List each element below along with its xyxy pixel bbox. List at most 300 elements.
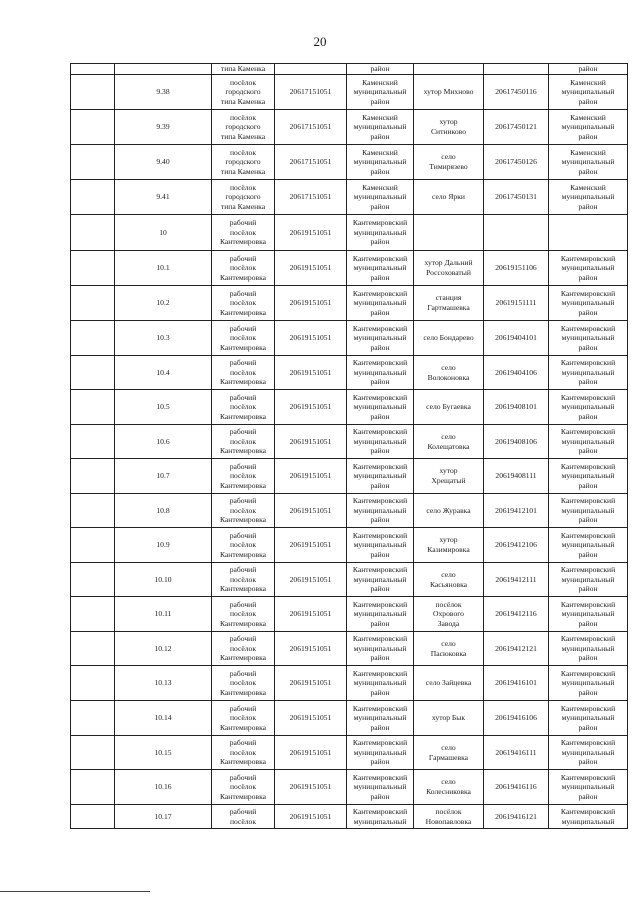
cell-place [414,390,484,425]
cell-line: муниципальный [561,609,615,619]
cell-line: район [578,653,598,663]
cell-line: посёлок [229,367,257,377]
cell-index [71,494,115,528]
cell-place-oktmo [484,145,549,180]
cell-number [115,528,212,563]
cell-line: городского [225,192,261,202]
cell-text: 10.13 [154,678,172,688]
cell-oktmo [275,356,347,390]
cell-line: хутор [439,466,458,476]
cell-line: Кантемировский [352,392,408,402]
cell-place-oktmo [484,597,549,632]
cell-municipality [347,145,414,180]
cell-place-oktmo [484,701,549,736]
cell-index [71,701,115,736]
cell-line: Кантемировка [219,307,267,317]
cell-line: район [370,618,390,628]
cell-line: район [370,515,390,525]
cell-place [414,597,484,632]
cell-line: Кантемировский [352,253,408,263]
cell-oktmo [275,770,347,805]
cell-line: Ситниково [430,127,466,136]
cell-line: район [578,618,598,628]
cell-line: село Зайцевка [425,678,472,688]
cell-line: Кантемировка [219,480,267,490]
cell-settlement [212,64,275,75]
cell-index [71,528,115,563]
cell-line: район [578,64,598,74]
cell-oktmo [275,75,347,110]
cell-municipality [347,356,414,390]
cell-number [115,770,212,805]
cell-line: район [370,96,390,106]
cell-oktmo [275,736,347,770]
cell-municipality [347,390,414,425]
cell-line: район [370,237,390,247]
cell-settlement [212,75,275,110]
table-row [71,528,628,563]
cell-text: 10.10 [154,574,172,584]
cell-place-oktmo [484,390,549,425]
cell-text: 10.15 [154,747,172,757]
cell-line: рабочий [229,392,257,402]
cell-text: 10.16 [154,782,172,792]
cell-district [549,286,628,321]
cell-line: городского [225,157,261,167]
cell-text: 9.39 [156,122,170,132]
cell-line: рабочий [229,323,257,333]
table-row [71,75,628,110]
cell-line: Кантемировский [352,634,408,644]
cell-line: муниципальный [561,436,615,446]
cell-line: посёлок [229,263,257,273]
cell-settlement [212,180,275,215]
cell-line: рабочий [229,218,257,228]
cell-line: район [370,131,390,141]
cell-line: Кантемировский [560,668,616,678]
cell-oktmo [275,563,347,597]
cell-place [414,215,484,251]
cell-line: район [370,480,390,490]
cell-place [414,701,484,736]
cell-place [414,286,484,321]
cell-line: район [370,64,390,74]
cell-line: Каменский [362,112,398,122]
cell-line: муниципальный [353,436,407,446]
cell-index [71,425,115,459]
cell-line: Завода [437,618,460,628]
cell-line: Кантемировский [352,668,408,678]
cell-line: Кантемировка [219,272,267,282]
cell-text: 20619412111 [495,574,537,584]
cell-line: муниципальный [561,678,615,688]
cell-oktmo [275,805,347,829]
cell-text: 9.41 [156,192,170,202]
cell-settlement [212,494,275,528]
cell-oktmo [275,321,347,356]
cell-municipality [347,597,414,632]
cell-line: Кантемировский [560,703,616,713]
cell-index [71,770,115,805]
cell-line: посёлок [229,609,257,619]
table-row [71,251,628,286]
cell-text: 20619151051 [289,402,332,412]
cell-line: Кантемировский [352,738,408,748]
cell-line: Каменский [570,182,606,192]
cell-line: Кантемировка [219,342,267,352]
cell-settlement [212,356,275,390]
cell-index [71,145,115,180]
cell-line: село [441,777,456,787]
cell-line: Кантемировский [352,323,408,333]
cell-line: район [370,791,390,801]
cell-line: рабочий [229,358,257,368]
cell-place-oktmo [484,563,549,597]
table-row [71,321,628,356]
cell-text: 20619151051 [289,747,332,757]
cell-number [115,494,212,528]
cell-line: село Бондарево [423,333,474,343]
cell-settlement [212,459,275,494]
cell-text: 20619412106 [495,540,537,550]
cell-line: село Ярки [432,192,465,202]
cell-line: Кантемировский [560,392,616,402]
cell-number [115,805,212,829]
cell-text: 20619416111 [495,747,537,757]
cell-place [414,251,484,286]
cell-number [115,145,212,180]
cell-line: муниципальный [561,540,615,550]
cell-line: муниципальный [353,643,407,653]
cell-line: типа Каменка [220,96,266,106]
cell-place [414,321,484,356]
cell-line: село [441,638,456,648]
cell-line: Кантемировский [560,772,616,782]
cell-line: посёлок [229,436,257,446]
cell-line: Кантемировский [352,599,408,609]
cell-line: район [578,166,598,176]
cell-line: район [370,342,390,352]
cell-district [549,64,628,75]
table-row [71,215,628,251]
cell-text: 10.11 [154,609,172,619]
cell-line: район [370,757,390,767]
cell-place [414,459,484,494]
cell-number [115,390,212,425]
cell-line: посёлок [229,678,257,688]
cell-line: муниципальный [353,227,407,237]
cell-settlement [212,110,275,145]
cell-index [71,321,115,356]
table-row [71,425,628,459]
cell-line: муниципальный [353,747,407,757]
cell-oktmo [275,459,347,494]
cell-number [115,286,212,321]
cell-text: 20617151051 [289,122,332,132]
cell-text: 20619151051 [289,505,332,515]
cell-text: 20619408106 [495,436,537,446]
cell-text: 20619151051 [289,471,332,481]
cell-district [549,390,628,425]
cell-line: рабочий [229,288,257,298]
cell-text: 10.6 [156,436,170,446]
cell-text: 20619404101 [495,333,537,343]
cell-municipality [347,770,414,805]
cell-line: район [578,377,598,387]
cell-oktmo [275,425,347,459]
cell-place [414,64,484,75]
cell-index [71,563,115,597]
cell-district [549,356,628,390]
cell-line: Кантемировский [352,772,408,782]
cell-line: посёлок [229,182,257,192]
cell-municipality [347,494,414,528]
table-row [71,459,628,494]
cell-municipality [347,666,414,701]
cell-number [115,701,212,736]
cell-district [549,251,628,286]
cell-line: Каменский [570,147,606,157]
cell-oktmo [275,597,347,632]
cell-line: Пасюковка [430,648,467,658]
cell-oktmo [275,145,347,180]
cell-line: посёлок [229,227,257,237]
cell-place-oktmo [484,736,549,770]
cell-oktmo [275,390,347,425]
cell-number [115,321,212,356]
cell-line: Охрового [433,609,464,619]
cell-line: муниципальный [353,157,407,167]
cell-place [414,666,484,701]
cell-line: рабочий [229,703,257,713]
cell-line: муниципальный [561,816,615,826]
cell-line: Гартмашевка [427,303,470,312]
cell-text: 20617450116 [495,87,537,97]
cell-district [549,805,628,829]
cell-line: Кантемировский [560,530,616,540]
cell-municipality [347,459,414,494]
cell-text: 20619151051 [289,298,332,308]
cell-line: район [578,549,598,559]
cell-text: 10.12 [154,643,172,653]
cell-text: 10.9 [156,540,170,550]
cell-district [549,632,628,666]
cell-line: Новопавловка [425,816,472,826]
cell-municipality [347,110,414,145]
cell-line: район [370,201,390,211]
cell-place [414,180,484,215]
cell-municipality [347,736,414,770]
cell-line: хутор Дальний [424,258,473,268]
cell-line: Кантемировский [560,738,616,748]
cell-text: 20619412101 [495,505,537,515]
cell-text: 20619404106 [495,367,537,377]
cell-line: Каменский [570,112,606,122]
cell-text: 20619151051 [289,227,332,237]
cell-line: муниципальный [561,747,615,757]
cell-text: 20617151051 [289,157,332,167]
cell-line: муниципальный [561,782,615,792]
cell-line: район [578,446,598,456]
cell-place-oktmo [484,180,549,215]
cell-text: 20619151051 [289,782,332,792]
cell-text: 20619151111 [495,298,537,308]
cell-district [549,180,628,215]
table-row [71,805,628,829]
cell-line: район [578,96,598,106]
cell-line: село [441,569,456,579]
cell-line: район [370,653,390,663]
cell-line: станция [435,293,462,303]
cell-line: Кантемировский [352,288,408,298]
cell-text: 20619151051 [289,713,332,723]
cell-line: Кантемировка [219,618,267,628]
cell-district [549,145,628,180]
cell-oktmo [275,251,347,286]
cell-place-oktmo [484,110,549,145]
cell-oktmo [275,701,347,736]
cell-line: Кантемировский [352,496,408,506]
cell-index [71,180,115,215]
page-number: 20 [313,34,327,49]
cell-line: район [578,272,598,282]
table-row [71,390,628,425]
cell-place [414,632,484,666]
cell-place-oktmo [484,528,549,563]
cell-text: 10 [159,227,167,237]
cell-line: Каменский [570,77,606,87]
cell-line: муниципальный [561,713,615,723]
cell-line: муниципальный [561,333,615,343]
cell-text: 10.4 [156,367,170,377]
cell-number [115,356,212,390]
cell-place-oktmo [484,356,549,390]
cell-line: муниципальный [561,192,615,202]
cell-place-oktmo [484,805,549,829]
cell-line: муниципальный [561,367,615,377]
cell-line: район [370,411,390,421]
cell-line: хутор Михново [423,87,474,97]
cell-municipality [347,251,414,286]
cell-district [549,528,628,563]
cell-text: 20619151051 [289,811,332,821]
cell-line: село [441,431,456,441]
cell-line: посёлок [229,747,257,757]
cell-municipality [347,64,414,75]
cell-district [549,425,628,459]
cell-index [71,286,115,321]
table-row [71,286,628,321]
cell-text: 20619151051 [289,540,332,550]
cell-settlement [212,251,275,286]
cell-settlement [212,597,275,632]
cell-settlement [212,215,275,251]
cell-text: 20619416101 [495,678,537,688]
cell-oktmo [275,110,347,145]
cell-line: Кантемировка [219,446,267,456]
cell-line: посёлок [229,471,257,481]
table-row [71,597,628,632]
cell-municipality [347,180,414,215]
cell-settlement [212,736,275,770]
cell-place [414,110,484,145]
table-row [71,701,628,736]
cell-district [549,494,628,528]
cell-line: муниципальный [561,471,615,481]
cell-settlement [212,390,275,425]
cell-place [414,75,484,110]
cell-text: 10.7 [156,471,170,481]
cell-line: рабочий [229,738,257,748]
cell-line: район [370,584,390,594]
cell-text: 10.1 [156,263,170,273]
cell-line: муниципальный [353,471,407,481]
cell-line: район [370,446,390,456]
cell-number [115,736,212,770]
cell-index [71,805,115,829]
cell-index [71,215,115,251]
cell-text: 20619151051 [289,367,332,377]
cell-line: Кантемировский [560,323,616,333]
cell-line: хутор [439,535,458,545]
cell-text: 20617151051 [289,87,332,97]
cell-line: село [441,742,456,752]
cell-district [549,215,628,251]
cell-line: типа Каменка [220,64,266,74]
cell-text: 10.17 [154,811,172,821]
table-body [71,64,628,829]
cell-text: 20619151051 [289,436,332,446]
cell-line: посёлок [435,599,462,609]
cell-line: Кантемировка [219,237,267,247]
cell-oktmo [275,215,347,251]
cell-index [71,390,115,425]
cell-line: муниципальный [561,298,615,308]
cell-place-oktmo [484,321,549,356]
cell-line: Казимировка [427,545,470,554]
cell-line: Каменский [362,182,398,192]
cell-place [414,528,484,563]
cell-number [115,64,212,75]
cell-line: посёлок [229,298,257,308]
cell-municipality [347,805,414,829]
cell-district [549,563,628,597]
cell-line: Кантемировка [219,549,267,559]
cell-line: посёлок [229,402,257,412]
cell-line: муниципальный [561,402,615,412]
cell-line: село Журавка [426,505,471,515]
cell-line: Кантемировский [560,288,616,298]
cell-line: район [578,584,598,594]
cell-line: муниципальный [353,333,407,343]
cell-number [115,251,212,286]
cell-line: муниципальный [561,574,615,584]
cell-line: рабочий [229,565,257,575]
cell-number [115,110,212,145]
cell-settlement [212,528,275,563]
cell-text: 20619151106 [495,263,537,273]
cell-place-oktmo [484,64,549,75]
settlements-table [70,63,628,829]
cell-municipality [347,286,414,321]
cell-index [71,64,115,75]
table-row [71,770,628,805]
cell-settlement [212,145,275,180]
cell-line: рабочий [229,634,257,644]
cell-text: 20619416121 [495,811,537,821]
cell-line: Кантемировка [219,687,267,697]
cell-index [71,110,115,145]
